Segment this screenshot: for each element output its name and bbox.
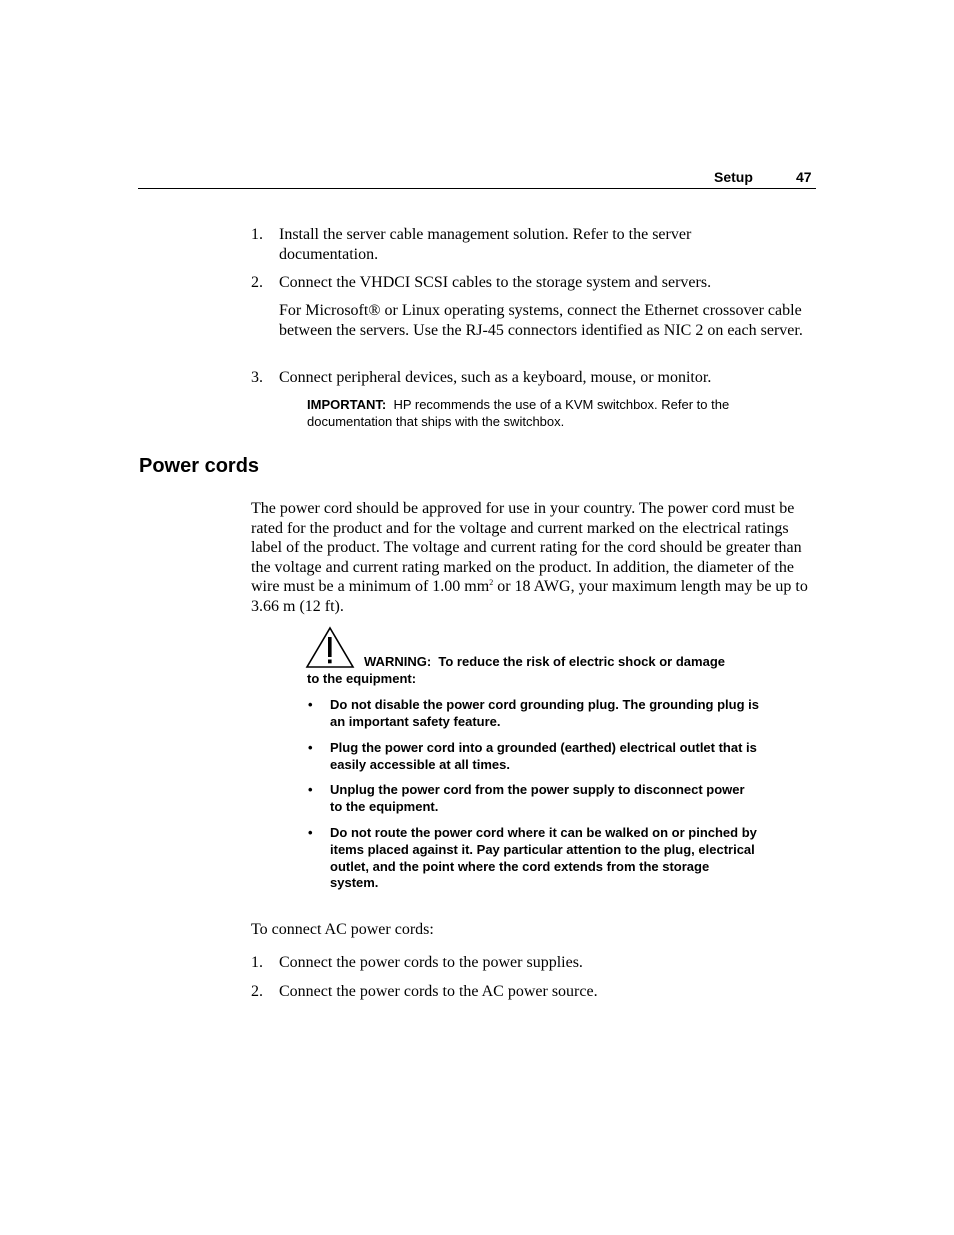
step-text: Install the server cable management solution. Refer to the server documentation. [279, 226, 692, 263]
intro-paragraph [251, 499, 809, 616]
step-number: 1. [251, 954, 263, 971]
bullet-symbol: • [308, 740, 313, 755]
warning-bullet: Do not disable the power cord grounding plug. The grounding plug is an important safety feature. [330, 697, 759, 729]
step-number: 2. [251, 274, 263, 291]
important-note [307, 397, 757, 430]
step-number: 2. [251, 983, 263, 1000]
warning-triangle-icon [305, 626, 355, 670]
important-label: IMPORTANT: [307, 397, 387, 412]
step-text: Connect the power cords to the AC power source. [279, 983, 598, 1000]
warning-text-line2: to the equipment: [307, 671, 417, 686]
step-text: Connect peripheral devices, such as a keyboard, mouse, or monitor. [279, 369, 712, 386]
intro-text: The power cord should be approved for use in your country. The power cord must be rated for the product and for the voltage and current marked on the electrical ratings label of the product. The voltage and current rating for the cord should be greater than the voltage and current rating marked on the product. In addition, the diameter of the wire must be a minimum of 1.00 mm [251, 500, 802, 595]
important-text: HP recommends the use of a KVM switchbox. Refer to the documentation that ships with the switchbox. [307, 397, 730, 429]
header-rule [138, 188, 816, 189]
warning-text-line1: To reduce the risk of electric shock or damage [438, 654, 725, 669]
step-text: Connect the power cords to the power supplies. [279, 954, 583, 971]
warning-header-line [364, 654, 725, 671]
step-number: 1. [251, 226, 263, 243]
warning-bullet: Do not route the power cord where it can be walked on or pinched by items placed against it. Pay particular attention to the plug, electrical outlet, and the point where the cord extends from the storage system. [330, 825, 757, 891]
section-title: Power cords [139, 455, 260, 477]
bullet-symbol: • [308, 697, 313, 712]
step-text: Connect the VHDCI SCSI cables to the storage system and servers. [279, 274, 712, 291]
bullet-symbol: • [308, 782, 313, 797]
step-number: 3. [251, 369, 263, 386]
step-note: For Microsoft® or Linux operating systems, connect the Ethernet crossover cable between the servers. Use the RJ-45 connectors identified as NIC 2 on each server. [279, 302, 803, 339]
intro-superscript: 2 [489, 578, 494, 587]
warning-bullet: Unplug the power cord from the power supply to disconnect power to the equipment. [330, 782, 745, 814]
header-section-title: Setup [714, 169, 753, 185]
header-page-number: 47 [796, 169, 812, 185]
bullet-symbol: • [308, 825, 313, 840]
warning-label: WARNING: [364, 654, 432, 669]
intro-text-end: or 18 AWG, your maximum length may be up to 3.66 m (12 ft). [251, 578, 808, 615]
connect-intro: To connect AC power cords: [251, 921, 434, 938]
warning-bullet: Plug the power cord into a grounded (earthed) electrical outlet that is easily accessible at all times. [330, 740, 757, 772]
